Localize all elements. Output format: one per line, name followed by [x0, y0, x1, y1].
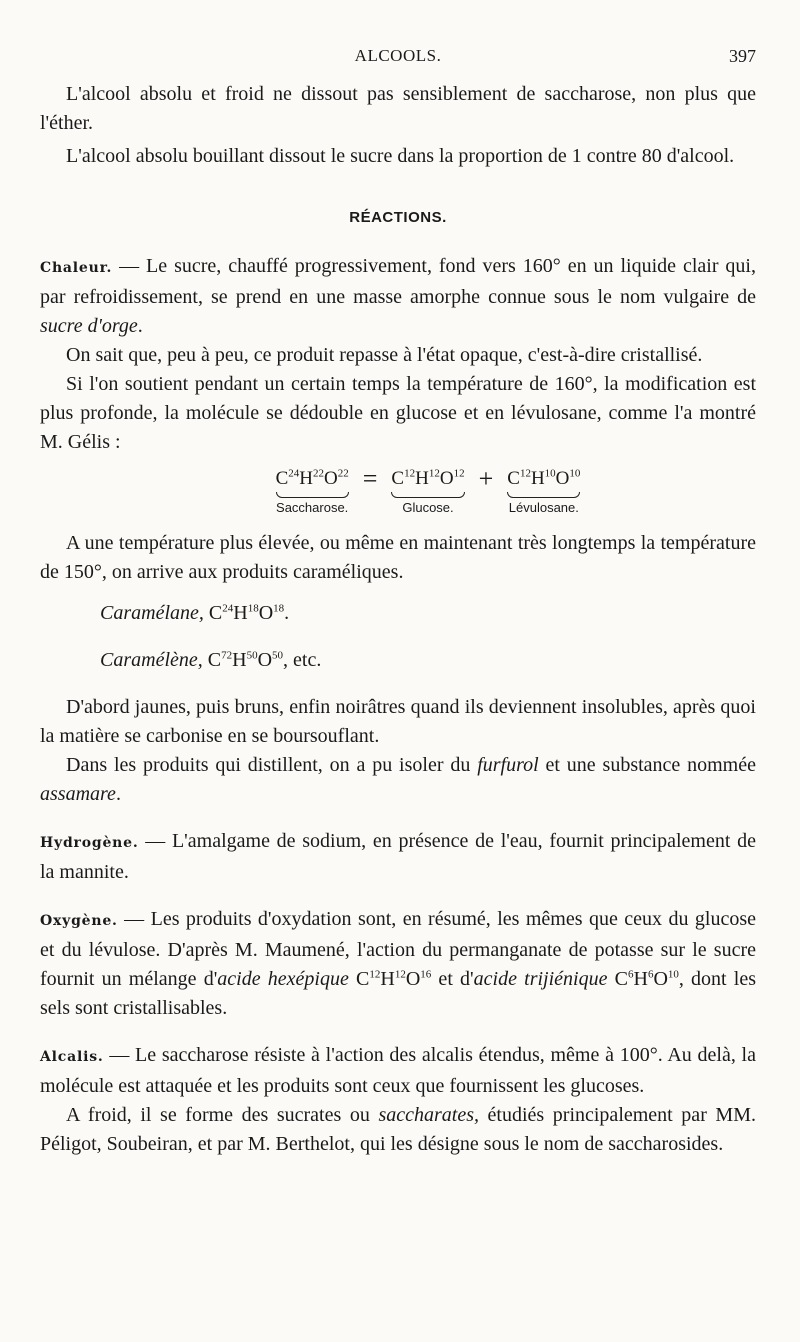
formula-hexepique: $C^{12}H^{12}O^{16}$	[356, 968, 432, 990]
running-title: ALCOOLS.	[354, 46, 442, 65]
underbrace	[276, 492, 349, 498]
underbrace	[391, 492, 464, 498]
paragraph-hydrogene: Hydrogène. — L'amalgame de sodium, en présence de l'eau, fournit principalement de la mannite.	[40, 830, 756, 883]
page-body	[40, 80, 756, 1159]
equation-term-glucose: $C^{12}H^{12}O^{12}$ Glucose.	[391, 467, 465, 515]
paragraph-dabord: D'abord jaunes, puis bruns, enfin noirâtres quand ils deviennent insolubles, après quoi la matière se carbonise en se boursouflant.	[40, 696, 756, 747]
paragraph-opaque: On sait que, peu à peu, ce produit repasse à l'état opaque, c'est-à-dire cristallisé.	[66, 344, 703, 366]
formula-caramelene: Caramélène, $C^{72}H^{50}O^{50}$, etc.	[100, 649, 322, 671]
sucre-orge-term: sucre d'orge	[40, 315, 138, 337]
term-hydrogene: Hydrogène.	[40, 835, 139, 851]
paragraph-produits: Dans les produits qui distillent, on a pu isoler du furfurol et une substance nommée assamare.	[40, 754, 756, 805]
equation-term-saccharose: $C^{24}H^{22}O^{22}$ Saccharose.	[275, 467, 349, 515]
term-chaleur: Chaleur.	[40, 260, 113, 276]
label-saccharose: Saccharose.	[276, 500, 349, 515]
equation-saccharose	[100, 464, 756, 515]
paragraph-alcalis: Alcalis. — Le saccharose résiste à l'action des alcalis étendus, même à 100°. Au delà, la molécule est attaquée et les produits sont ceux que fournissent les glucoses.	[40, 1044, 756, 1097]
term-alcalis: Alcalis.	[40, 1049, 104, 1065]
acide-trijienique-term: acide trijiénique	[473, 968, 608, 990]
paragraph-temperature: A une température plus élevée, ou même en maintenant très longtemps la température de 150°, on arrive aux produits caraméliques.	[40, 532, 756, 583]
label-glucose: Glucose.	[402, 500, 454, 515]
paragraph-sucrates: A froid, il se forme des sucrates ou saccharates, étudiés principalement par MM. Péligot, Soubeiran, et par M. Berthelot, qui les désigne sous le nom de saccharosides.	[40, 1104, 756, 1155]
assamare-term: assamare	[40, 783, 116, 805]
saccharates-term: saccharates,	[378, 1104, 479, 1126]
term-oxygene: Oxygène.	[40, 913, 118, 929]
formula-caramelane: Caramélane, $C^{24}H^{18}O^{18}$.	[100, 602, 290, 624]
section-heading-reactions: RÉACTIONS.	[349, 209, 447, 226]
chaleur-text: — Le sucre, chauffé progressivement, fond vers 160° en un liquide clair qui, par refroidissement, se prend en une masse amorphe connue sous le nom vulgaire de	[40, 255, 756, 308]
equals-sign: =	[362, 464, 378, 493]
equation-term-levulosane: $C^{12}H^{10}O^{10}$ Lévulosane.	[507, 467, 581, 515]
paragraph-chaleur	[40, 252, 756, 341]
page-number: 397	[729, 46, 756, 66]
label-levulosane: Lévulosane.	[508, 500, 579, 515]
furfurol-term: furfurol	[477, 754, 539, 776]
paragraph-alcool-froid: L'alcool absolu et froid ne dissout pas sensiblement de saccharose, non plus que l'éther.	[40, 83, 756, 134]
acide-hexepique-term: acide hexépique	[217, 968, 349, 990]
formula-trijienique: $C^6H^6O^{10}$	[614, 968, 679, 990]
underbrace	[507, 492, 580, 498]
paragraph-soutient: Si l'on soutient pendant un certain temps la température de 160°, la modification est plus profonde, la molécule se dédouble en glucose et en lévulosane, comme l'a montré M. Gélis :	[40, 373, 756, 453]
page-header	[40, 46, 756, 72]
paragraph-oxygene: Oxygène. — Les produits d'oxydation sont, en résumé, les mêmes que ceux du glucose et du lévulose. D'après M. Maumené, l'action du permanganate de potasse sur le sucre fournit un mélange d'acide hexépique $C^{12}H^{12}O^{16}$ et d'acide trijiénique $C^6H^6O^{10}$, dont les sels sont cristallisables.	[40, 908, 757, 1019]
plus-sign: +	[478, 464, 494, 493]
paragraph-alcool-bouillant: L'alcool absolu bouillant dissout le sucre dans la proportion de 1 contre 80 d'alcool.	[66, 145, 735, 167]
chaleur-end: .	[137, 315, 143, 337]
